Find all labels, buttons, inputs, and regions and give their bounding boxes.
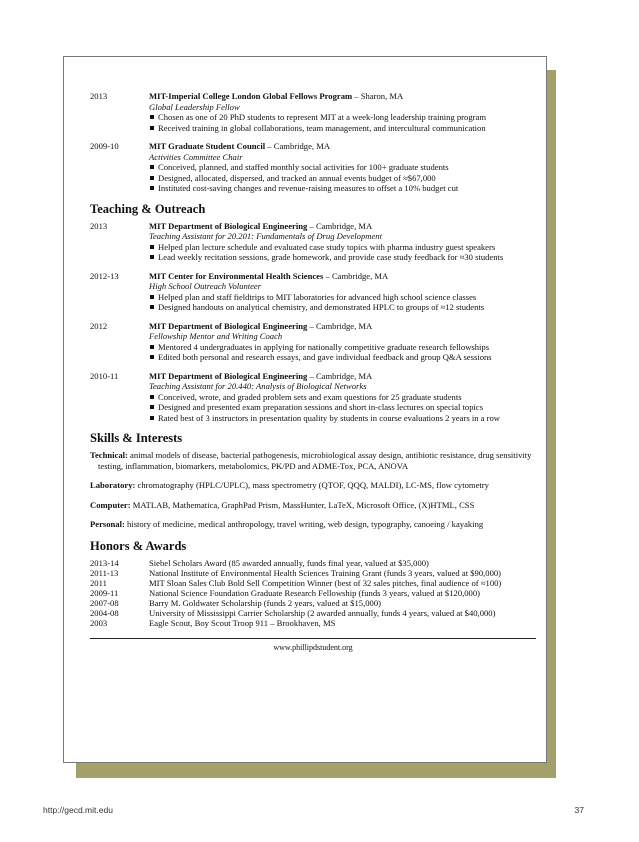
honor-date: 2011 bbox=[90, 577, 107, 588]
entry-location: – Cambridge, MA bbox=[307, 370, 373, 381]
honor-date: 2004-08 bbox=[90, 607, 119, 618]
bullet-item: Mentored 4 undergraduates in applying for nationally competitive graduate research fellowships bbox=[149, 342, 536, 353]
honor-date: 2011-13 bbox=[90, 567, 119, 578]
entry-date: 2012 bbox=[90, 320, 108, 331]
honor-item bbox=[90, 558, 536, 568]
bullet-item: Edited both personal and research essays, and gave individual feedback and group Q&A sessions bbox=[149, 352, 536, 363]
honor-item bbox=[90, 588, 536, 598]
honor-item bbox=[90, 618, 536, 628]
teaching-section bbox=[90, 221, 536, 424]
entry-bullets bbox=[149, 392, 536, 424]
bullet-item: Helped plan and staff fieldtrips to MIT laboratories for advanced high school science classes bbox=[149, 292, 536, 303]
experience-entry bbox=[90, 91, 536, 133]
honors-heading: Honors & Awards bbox=[90, 538, 187, 553]
skills-section bbox=[90, 450, 536, 530]
skill-text: chromatography (HPLC/UPLC), mass spectrometry (QTOF, QQQ, MALDI), LC-MS, flow cytometry bbox=[135, 480, 489, 490]
honors-section bbox=[90, 558, 536, 628]
entry-bullets bbox=[149, 162, 536, 194]
honor-item bbox=[90, 568, 536, 578]
entry-organization: MIT Department of Biological Engineering bbox=[149, 320, 308, 331]
honor-item bbox=[90, 578, 536, 588]
entry-bullets bbox=[149, 242, 536, 263]
experience-entry bbox=[90, 371, 536, 424]
entry-location: – Cambridge, MA bbox=[307, 320, 373, 331]
honor-text: University of Mississippi Carrier Scholarship (2 awarded annually, funds 4 years, valued at $40,000) bbox=[149, 607, 496, 618]
entry-date: 2009-10 bbox=[90, 141, 119, 151]
divider bbox=[90, 638, 536, 639]
entry-location: – Cambridge, MA bbox=[307, 220, 373, 231]
honor-text: National Science Foundation Graduate Research Fellowship (funds 3 years, valued at $120,000) bbox=[149, 587, 481, 598]
skill-line bbox=[90, 480, 536, 491]
bullet-item: Conceived, planned, and staffed monthly social activities for 100+ graduate students bbox=[149, 162, 536, 173]
bullet-item: Chosen as one of 20 PhD students to represent MIT at a week-long leadership training program bbox=[149, 112, 536, 123]
entry-role: Fellowship Mentor and Writing Coach bbox=[149, 331, 283, 341]
entry-location: – Sharon, MA bbox=[352, 91, 404, 101]
entry-date: 2013 bbox=[90, 91, 108, 101]
honor-date: 2003 bbox=[90, 617, 108, 628]
resume-content bbox=[90, 91, 536, 652]
skill-label: Computer: bbox=[90, 499, 131, 510]
honor-text: MIT Sloan Sales Club Bold Sell Competition Winner (best of 32 sales pitches, final audience of ≈100) bbox=[149, 577, 502, 588]
skill-text: MATLAB, Mathematica, GraphPad Prism, MassHunter, LaTeX, Microsoft Office, (X)HTML, CSS bbox=[130, 499, 475, 510]
entry-bullets bbox=[149, 112, 536, 133]
honor-item bbox=[90, 608, 536, 618]
entry-organization: MIT-Imperial College London Global Fellows Program bbox=[149, 91, 353, 101]
skill-line bbox=[90, 500, 536, 511]
experience-entry bbox=[90, 221, 536, 263]
bullet-item: Instituted cost-saving changes and revenue-raising measures to offset a 10% budget cut bbox=[149, 183, 536, 194]
honor-text: Eagle Scout, Boy Scout Troop 911 – Brookhaven, MS bbox=[149, 617, 336, 628]
page-number: 37 bbox=[574, 805, 584, 815]
entry-organization: MIT Department of Biological Engineering bbox=[149, 370, 308, 381]
bullet-item: Received training in global collaborations, team management, and intercultural communication bbox=[149, 123, 536, 134]
entry-role: Teaching Assistant for 20.201: Fundamentals of Drug Development bbox=[149, 231, 382, 241]
honor-date: 2009-11 bbox=[90, 587, 119, 598]
skill-line bbox=[90, 450, 536, 471]
skills-heading: Skills & Interests bbox=[90, 431, 183, 445]
resume-page bbox=[63, 56, 547, 763]
entry-date: 2012-13 bbox=[90, 270, 119, 281]
website-link[interactable]: www.phillipdstudent.org bbox=[273, 642, 353, 652]
bullet-item: Lead weekly recitation sessions, grade homework, and provide case study feedback for ≈30 students bbox=[149, 252, 536, 263]
skill-line bbox=[90, 519, 536, 530]
honor-item bbox=[90, 598, 536, 608]
entry-date: 2010-11 bbox=[90, 370, 119, 381]
honor-text: Siebel Scholars Award (85 awarded annually, funds final year, valued at $35,000) bbox=[149, 557, 429, 568]
entry-role: Global Leadership Fellow bbox=[149, 101, 240, 112]
honor-date: 2013-14 bbox=[90, 557, 119, 568]
footer-url[interactable]: http://gecd.mit.edu bbox=[43, 805, 113, 815]
entry-date: 2013 bbox=[90, 220, 108, 231]
skill-label: Personal: bbox=[90, 519, 125, 529]
experience-entry bbox=[90, 321, 536, 363]
honor-text: Barry M. Goldwater Scholarship (funds 2 years, valued at $15,000) bbox=[149, 597, 381, 608]
bullet-item: Rated best of 3 instructors in presentation quality by students in course evaluations 2 years in a row bbox=[149, 413, 536, 424]
entry-organization: MIT Department of Biological Engineering bbox=[149, 220, 308, 231]
entry-bullets bbox=[149, 292, 536, 313]
teaching-heading: Teaching & Outreach bbox=[90, 201, 206, 216]
entry-bullets bbox=[149, 342, 536, 363]
bullet-item: Designed handouts on analytical chemistry, and demonstrated HPLC to groups of ≈12 students bbox=[149, 302, 536, 313]
skill-text: animal models of disease, bacterial pathogenesis, microbiological assay design, antibiotic resistance, drug sensitivity testing, inflammation, biomarkers, metabolomics, PK/PD and ADME-Tox, PCA, ANOVA bbox=[98, 450, 532, 471]
honor-text: National Institute of Environmental Health Sciences Training Grant (funds 3 years, valued at $90,000) bbox=[149, 567, 502, 578]
bullet-item: Conceived, wrote, and graded problem sets and exam questions for 25 graduate students bbox=[149, 392, 536, 403]
entry-location: – Cambridge, MA bbox=[323, 270, 389, 281]
bullet-item: Helped plan lecture schedule and evaluated case study topics with pharma industry guest speakers bbox=[149, 242, 536, 253]
experience-entry bbox=[90, 141, 536, 194]
entry-location: – Cambridge, MA bbox=[265, 141, 331, 151]
skill-text: history of medicine, medical anthropology, travel writing, web design, typography, canoeing / kayaking bbox=[124, 519, 484, 529]
leadership-section bbox=[90, 91, 536, 194]
entry-role: Teaching Assistant for 20.440: Analysis of Biological Networks bbox=[149, 381, 367, 391]
bullet-item: Designed and presented exam preparation sessions and short in-class lectures on special topics bbox=[149, 402, 536, 413]
honor-date: 2007-08 bbox=[90, 597, 119, 608]
entry-organization: MIT Center for Environmental Health Sciences bbox=[149, 270, 324, 281]
experience-entry bbox=[90, 271, 536, 313]
skill-label: Laboratory: bbox=[90, 480, 136, 490]
skill-label: Technical: bbox=[90, 450, 128, 460]
entry-role: High School Outreach Volunteer bbox=[149, 281, 262, 291]
entry-organization: MIT Graduate Student Council bbox=[149, 141, 266, 151]
entry-role: Activities Committee Chair bbox=[149, 151, 243, 162]
bullet-item: Designed, allocated, dispersed, and tracked an annual events budget of ≈$67,000 bbox=[149, 173, 536, 184]
